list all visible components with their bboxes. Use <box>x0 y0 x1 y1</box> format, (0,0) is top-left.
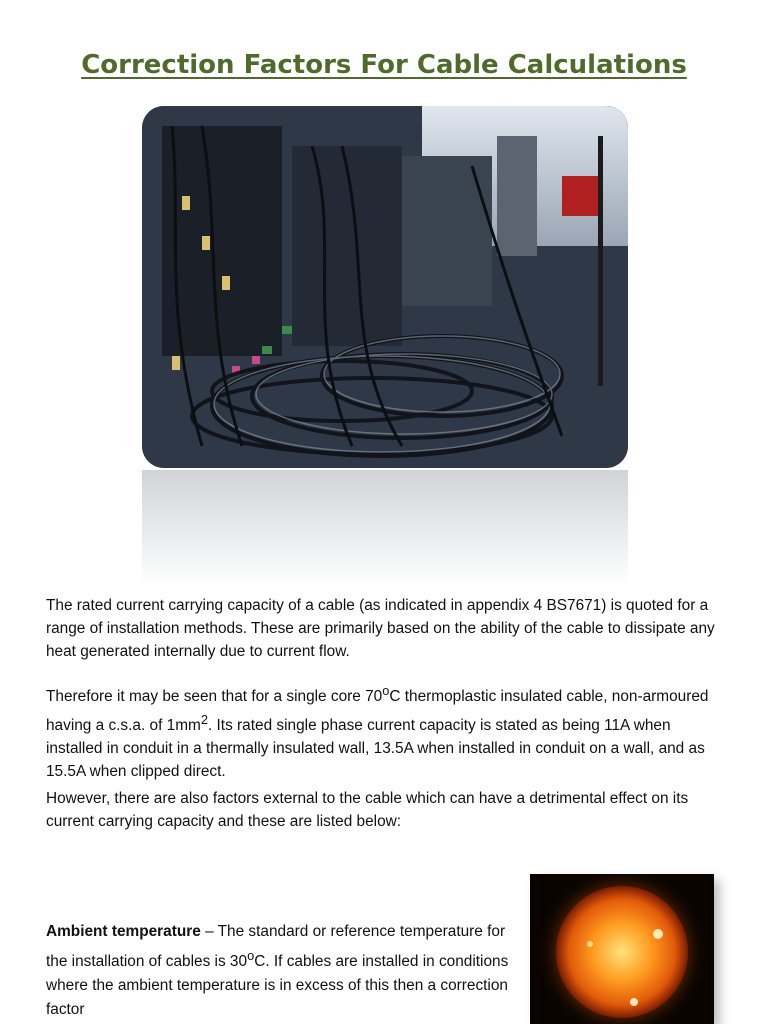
cables-photo <box>142 106 628 468</box>
ambient-temperature-heading: Ambient temperature <box>46 923 201 940</box>
paragraph-external-factors: However, there are also factors external to the cable which can have a detrimental effect on its current carrying capacity and these are listed below: <box>46 790 689 830</box>
sun-photo <box>530 874 714 1024</box>
paragraph-example: Therefore it may be seen that for a single core 70$^o$C thermoplastic insulated cable, non-armoured having a c.s.a. of $1mm^2$. Its rated single phase current capacity is stated as being 11A when installed in conduit in a thermally insulated wall, 13.5A when installed in conduit on a wall, and as 15.5A when clipped direct. <box>46 683 709 781</box>
ambient-temperature-section: Ambient temperature – The standard or reference temperature for the installation of cables is 30$^o$C. If cables are installed in conditions where the ambient temperature is in excess of this then a correction factor <box>46 923 509 1019</box>
document-title: Correction Factors For Cable Calculations <box>81 50 687 80</box>
cables-photo-reflection <box>142 470 628 585</box>
paragraph-rated-capacity: The rated current carrying capacity of a cable (as indicated in appendix 4 BS7671) is quoted for a range of installation methods. These are primarily based on the ability of the cable to dissipate any heat generated internally due to current flow. <box>46 597 715 660</box>
